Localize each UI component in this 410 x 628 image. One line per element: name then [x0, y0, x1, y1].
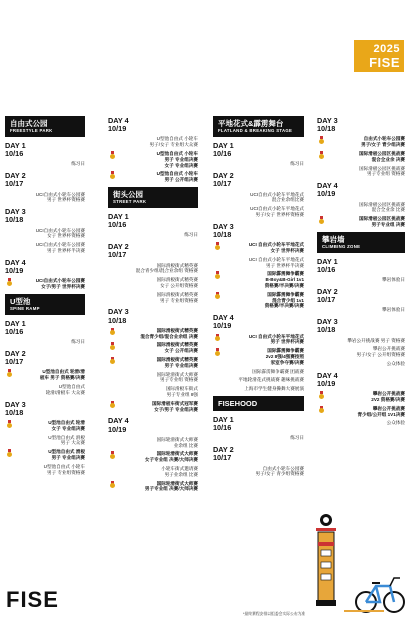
event-line: 国际霹雳舞争霸赛	[267, 348, 304, 354]
day-date: 10/19	[108, 424, 127, 434]
day-label: DAY 1	[213, 414, 234, 424]
medal-icon	[110, 328, 115, 335]
venue-section	[5, 294, 85, 476]
event-line: 女子 公开组资格赛	[159, 282, 198, 288]
event-line: 女子 专业组决赛	[51, 425, 85, 431]
event-line: 男子 公开组决赛	[164, 177, 198, 183]
day-date: 10/17	[5, 179, 24, 189]
event-item	[213, 161, 304, 167]
day-date: 10/17	[108, 250, 127, 260]
event-item	[317, 202, 405, 214]
event-line: 2V2 资格赛/决赛	[371, 396, 405, 402]
column-1	[5, 112, 85, 475]
medal-icon	[110, 357, 115, 364]
event-line: 国际轮滑街式大师赛	[156, 436, 198, 442]
event-item	[108, 136, 198, 148]
event-line: 男子专业组 资格赛	[366, 171, 405, 177]
venue-subtitle: SPINE RAMP	[10, 305, 40, 311]
event-item	[108, 277, 198, 289]
event-line: 国际滑板街式精英赛	[156, 327, 198, 333]
event-item	[213, 334, 304, 346]
event-item	[317, 136, 405, 148]
event-line: 国际滑板街式精英赛	[156, 262, 198, 268]
day-block	[108, 308, 198, 412]
venue-header	[108, 187, 198, 208]
day-label: DAY 4	[317, 370, 338, 380]
event-line: 混合青少组 1v1	[272, 297, 304, 303]
day-label: DAY 2	[5, 171, 26, 181]
event-item	[108, 372, 198, 384]
day-date: 10/16	[317, 264, 336, 274]
day-label: DAY 1	[317, 256, 338, 266]
event-line: UCI自由式小轮车公园赛	[35, 191, 85, 197]
event-line: 男子/女子 公开组资格赛	[356, 352, 405, 358]
day-block	[5, 320, 85, 345]
event-line: 国际滑板公园区挑战赛	[359, 216, 405, 222]
event-item	[108, 292, 198, 304]
day-block	[5, 350, 85, 396]
event-item	[213, 386, 304, 392]
event-line: 国际轮滑街式大师赛	[156, 451, 198, 457]
event-item	[108, 171, 198, 183]
event-line: UCI自由式小轮车公园赛	[35, 278, 85, 284]
medal-icon	[215, 292, 220, 299]
day-label: DAY 4	[317, 181, 338, 191]
venue-header	[213, 396, 304, 411]
day-block	[213, 172, 304, 218]
event-item	[108, 386, 198, 398]
logo-name: FISE	[369, 55, 400, 70]
event-item	[108, 357, 198, 369]
event-line: 男子专业组 决赛	[371, 221, 405, 227]
event-line: 2v2 8强/4强赛按照	[265, 353, 304, 359]
event-item	[108, 481, 198, 493]
event-line: 国际滑板公园区挑战赛	[359, 151, 405, 156]
event-item	[5, 420, 85, 432]
event-line: 男子/女子 青少组资格赛	[255, 471, 304, 477]
event-line: 练习日	[290, 435, 304, 441]
event-line: 国际滑板街式精英赛	[156, 342, 198, 348]
event-line: 国际滑板车街式	[165, 386, 198, 392]
event-line: 国际滑板街式精英赛	[156, 277, 198, 283]
event-item	[213, 435, 304, 441]
medal-icon	[7, 449, 12, 456]
event-line: 女子/男子 世界杯决赛	[41, 284, 85, 289]
event-line: 国际霹雳舞争霸赛	[267, 291, 304, 297]
medal-icon	[319, 216, 324, 223]
event-line: U型池自由式 轮滑/滑	[42, 369, 85, 375]
event-line: U型池自由式	[58, 384, 85, 389]
event-item	[108, 342, 198, 354]
day-date: 10/17	[317, 295, 336, 305]
medal-icon	[110, 451, 115, 458]
event-line: 资格赛/半决赛/决赛	[264, 282, 304, 288]
day-date: 10/16	[5, 327, 24, 336]
day-label: DAY 3	[108, 307, 129, 317]
event-line: U型池自由式 小轮车	[156, 136, 198, 142]
event-line: U型池自由式 轮滑	[48, 420, 85, 425]
event-item	[5, 435, 85, 447]
event-item	[108, 451, 198, 463]
event-item	[317, 420, 405, 426]
skatepark-illustration	[314, 514, 408, 622]
event-line: 男子专业组 8强	[166, 391, 198, 397]
event-line: 业余组 比赛	[173, 442, 198, 448]
day-date: 10/18	[108, 315, 127, 325]
event-item	[317, 166, 405, 178]
event-line: 男子/女子 专业组大众赛	[149, 142, 198, 148]
event-item	[108, 263, 198, 275]
event-item	[108, 232, 198, 238]
day-date: 10/18	[213, 230, 232, 239]
day-label: DAY 3	[5, 207, 26, 217]
event-item	[5, 449, 85, 461]
day-date: 10/17	[5, 357, 24, 367]
event-line: U型池自由式 滑板	[48, 449, 85, 455]
event-item	[5, 339, 85, 345]
day-date: 10/18	[317, 124, 336, 134]
event-item	[5, 228, 85, 240]
day-label: DAY 1	[5, 318, 26, 328]
logo-year: 2025	[373, 43, 400, 55]
day-block	[108, 243, 198, 303]
event-line: 国际轮滑街式大师赛	[156, 371, 198, 377]
event-line: UCI 自由式小轮车平地花式	[248, 242, 304, 248]
event-line: UCI自由式小轮车平地花式	[250, 191, 304, 197]
event-line: 混合青少组/混合业余组 决赛	[140, 333, 198, 339]
day-label: DAY 4	[108, 416, 129, 426]
event-line: 资格赛/半决赛/决赛	[264, 303, 304, 309]
day-date: 10/16	[108, 220, 127, 230]
event-line: 轮滑/滑板车 大众赛	[45, 389, 85, 395]
event-line: 男子专业组 资格赛	[159, 377, 198, 383]
day-block	[213, 314, 304, 392]
day-label: DAY 1	[213, 141, 234, 150]
day-block	[317, 182, 405, 228]
day-label: DAY 2	[5, 349, 26, 358]
day-block	[108, 417, 198, 492]
day-label: DAY 2	[317, 286, 338, 296]
day-block	[108, 213, 198, 238]
event-line: 自由式小轮车公园赛	[262, 465, 304, 471]
event-item	[5, 192, 85, 204]
event-item	[213, 348, 304, 365]
event-item	[317, 151, 405, 163]
event-item	[213, 257, 304, 269]
medal-icon	[319, 391, 324, 398]
event-line: 小轮车街式邀请赛	[161, 465, 198, 471]
day-date: 10/17	[213, 453, 232, 463]
day-label: DAY 1	[5, 141, 26, 150]
event-line: 男子 专业组决赛	[164, 362, 198, 368]
event-line: 练习日	[184, 232, 198, 238]
day-block	[317, 117, 405, 177]
event-line: 家室争夺赛/决赛	[270, 359, 304, 365]
event-line: 练习日	[71, 161, 85, 167]
venue-title: FISEHOOD	[218, 398, 258, 408]
event-item	[213, 377, 304, 383]
day-label: DAY 3	[5, 399, 26, 409]
event-line: 攀岩公开挑战赛	[372, 405, 405, 411]
event-line: 国际滑板公园区挑战赛	[359, 165, 405, 171]
medal-icon	[110, 481, 115, 488]
event-line: 国际滑板车街式冠军赛	[152, 400, 198, 406]
event-line: U型池自由式 滑板	[48, 434, 85, 440]
event-item	[317, 406, 405, 418]
event-line: 平地轮滑花式挑战赛 趣味挑战赛	[238, 377, 304, 383]
day-block	[5, 208, 85, 254]
event-item	[108, 401, 198, 413]
event-line: 攀岩体验日	[382, 277, 405, 283]
event-line: 国际滑板公园区挑战赛	[359, 201, 405, 207]
event-item	[213, 369, 304, 375]
event-line: 公众体验	[386, 420, 405, 426]
event-item	[213, 292, 304, 309]
event-line: 男子 专业组决赛	[164, 156, 198, 162]
medal-icon	[215, 271, 220, 278]
day-label: DAY 3	[317, 317, 338, 327]
day-block	[317, 288, 405, 313]
event-line: UCI自由式小轮车公园赛	[35, 227, 85, 233]
event-line: 女子 专业组决赛	[164, 162, 198, 168]
event-line: 女子/男子 专业组决赛	[154, 406, 198, 412]
event-line: 女子 世界杯决赛	[270, 248, 304, 253]
event-line: 国际霹雳舞争霸赛	[267, 271, 304, 277]
event-item	[5, 278, 85, 290]
event-line: U型池自由式 小轮车	[156, 151, 198, 156]
day-date: 10/19	[5, 266, 24, 275]
medal-icon	[215, 242, 220, 249]
day-date: 10/17	[213, 179, 232, 189]
fise-2025-logo	[354, 40, 404, 72]
event-line: 攀岩公开挑战赛	[372, 391, 405, 397]
day-block	[5, 401, 85, 476]
medal-icon	[110, 151, 115, 158]
medal-icon	[319, 406, 324, 413]
venue-title: 街头公园	[113, 189, 143, 199]
event-line: 攀岩公开挑战赛	[372, 346, 405, 352]
day-label: DAY 2	[108, 242, 129, 252]
day-date: 10/16	[5, 149, 24, 159]
medal-icon	[7, 369, 12, 376]
venue-subtitle: FLATLAND & BREAKING STAGE	[218, 128, 293, 133]
day-block	[213, 223, 304, 309]
event-line: B-Boy&B-Girl 1v1	[265, 277, 304, 283]
day-label: DAY 4	[213, 313, 234, 323]
event-line: 国际滑板街式精英赛	[156, 291, 198, 297]
event-line: 女子 世界杯资格赛	[46, 233, 85, 239]
event-line: 女子 公开组决赛	[164, 348, 198, 354]
event-line: 攀岩体验日	[382, 307, 405, 313]
venue-title: 平地花式&霹雳舞台	[218, 119, 284, 128]
column-2	[108, 112, 198, 492]
day-date: 10/19	[108, 124, 127, 134]
event-item	[317, 277, 405, 283]
day-label: DAY 3	[213, 221, 234, 231]
event-line: 男子 世界杯半决赛	[265, 262, 304, 268]
event-item	[213, 192, 304, 204]
event-line: 男子/女子 青少组决赛	[361, 142, 405, 148]
event-line: 女子专业组 决赛/大师决赛	[144, 457, 198, 463]
day-date: 10/19	[317, 378, 336, 388]
day-block	[213, 142, 304, 167]
event-line: 国际滑板街式精英赛	[156, 356, 198, 362]
event-line: 男子 世界杯资格赛	[46, 197, 85, 203]
day-block	[5, 142, 85, 167]
event-line: 自由式小轮车公园赛	[363, 136, 405, 142]
venue-title: U型池	[10, 296, 31, 306]
event-line: 上海市学生健身操舞大赛展演	[244, 386, 304, 392]
event-line: 混合全业余 比赛	[371, 207, 405, 213]
venue-section	[213, 396, 304, 477]
medal-icon	[110, 342, 115, 349]
event-item	[213, 271, 304, 288]
event-item	[5, 464, 85, 476]
event-line: 男子 专业组资格赛	[159, 297, 198, 303]
event-item	[317, 361, 405, 367]
venue-section	[213, 116, 304, 392]
event-line: U型池自由式 小轮车	[156, 171, 198, 177]
day-block	[317, 258, 405, 283]
event-item	[317, 216, 405, 228]
medal-icon	[110, 171, 115, 178]
day-label: DAY 4	[108, 116, 129, 125]
event-item	[108, 437, 198, 449]
event-item	[317, 346, 405, 358]
event-line: UCI自由式小轮车平地花式	[250, 206, 304, 212]
event-line: UCI自由式小轮车公园赛	[35, 242, 85, 248]
event-line: 混合业余组比赛	[271, 197, 304, 203]
fise-bottom-logo: FISE	[6, 587, 59, 612]
event-line: 男子 专业组资格赛	[46, 469, 85, 475]
venue-header	[317, 232, 405, 253]
day-date: 10/18	[5, 215, 24, 225]
venue-header	[5, 116, 85, 137]
day-label: DAY 1	[108, 211, 129, 221]
venue-section	[5, 116, 85, 290]
event-line: 混合全业余 决赛	[371, 156, 405, 162]
event-item	[5, 384, 85, 396]
event-line: 男子 世界杯决赛	[270, 339, 304, 345]
day-block	[213, 416, 304, 441]
venue-subtitle: STREET PARK	[113, 198, 147, 204]
event-line: 攀岩公开挑战赛 男子 资格赛	[347, 337, 405, 343]
event-line: 男子/女子 世界杯资格赛	[255, 212, 304, 217]
day-date: 10/18	[5, 407, 24, 417]
event-line: 青少组/公开组 1V1决赛	[357, 411, 405, 417]
event-line: U型池自由式 小轮车	[43, 463, 85, 469]
day-date: 10/16	[213, 149, 232, 159]
venue-header	[213, 116, 304, 137]
venue-title: 自由式公园	[10, 119, 48, 128]
day-label: DAY 2	[213, 445, 234, 455]
event-item	[108, 328, 198, 340]
event-line: 练习日	[290, 161, 304, 167]
venue-subtitle: CLIMBING ZONE	[322, 243, 361, 249]
event-item	[108, 151, 198, 168]
event-item	[317, 338, 405, 344]
event-item	[317, 307, 405, 313]
event-line: UCI 自由式小轮车平地花式	[248, 333, 304, 339]
event-item	[108, 466, 198, 478]
event-line: 男子 专业组决赛	[51, 454, 85, 460]
column-3	[213, 112, 304, 477]
event-item	[5, 161, 85, 167]
day-label: DAY 2	[213, 171, 234, 181]
day-block	[317, 318, 405, 367]
venue-section	[108, 187, 198, 492]
venue-section	[317, 232, 405, 426]
event-line: 国际霹雳舞争霸赛 团战赛	[252, 368, 304, 374]
day-block	[5, 172, 85, 203]
event-item	[317, 391, 405, 403]
medal-icon	[319, 151, 324, 158]
event-line: 公众体验	[386, 360, 405, 366]
day-date: 10/18	[317, 325, 336, 335]
venue-title: 攀岩墙	[322, 234, 345, 244]
event-item	[213, 242, 304, 254]
venue-header	[5, 294, 85, 315]
event-item	[213, 206, 304, 218]
event-line: 混合青少组/混合业余组 资格赛	[135, 268, 198, 274]
event-line: 男子 世界杯半决赛	[46, 248, 85, 253]
medal-icon	[7, 420, 12, 427]
venue-subtitle: FREESTYLE PARK	[10, 128, 53, 133]
day-date: 10/19	[213, 321, 232, 331]
day-block	[5, 259, 85, 290]
medal-icon	[110, 401, 115, 408]
medal-icon	[319, 136, 324, 143]
day-label: DAY 3	[317, 116, 338, 125]
day-block	[108, 117, 198, 183]
footnote: *最终赛程安排以组委会实际公布为准	[243, 612, 306, 616]
event-item	[5, 242, 85, 254]
event-line: 男子业余组 比赛	[164, 471, 198, 477]
event-line: 练习日	[71, 339, 85, 345]
event-line: UCI 自由式小轮车平地花式	[248, 256, 304, 262]
medal-icon	[215, 334, 220, 341]
event-line: 板车 男子 资格赛/决赛	[39, 375, 85, 381]
event-item	[5, 369, 85, 381]
event-line: 男子 大众赛	[60, 440, 85, 446]
column-4	[317, 112, 405, 426]
day-date: 10/19	[317, 189, 336, 199]
day-block	[213, 446, 304, 477]
event-line: 国际轮滑街式大师赛	[156, 480, 198, 486]
day-label: DAY 4	[5, 257, 26, 267]
event-line: 男子专业组 决赛/大师决赛	[144, 486, 198, 492]
day-date: 10/16	[213, 423, 232, 433]
medal-icon	[7, 278, 12, 285]
day-block	[317, 372, 405, 426]
medal-icon	[215, 348, 220, 355]
event-item	[213, 466, 304, 478]
